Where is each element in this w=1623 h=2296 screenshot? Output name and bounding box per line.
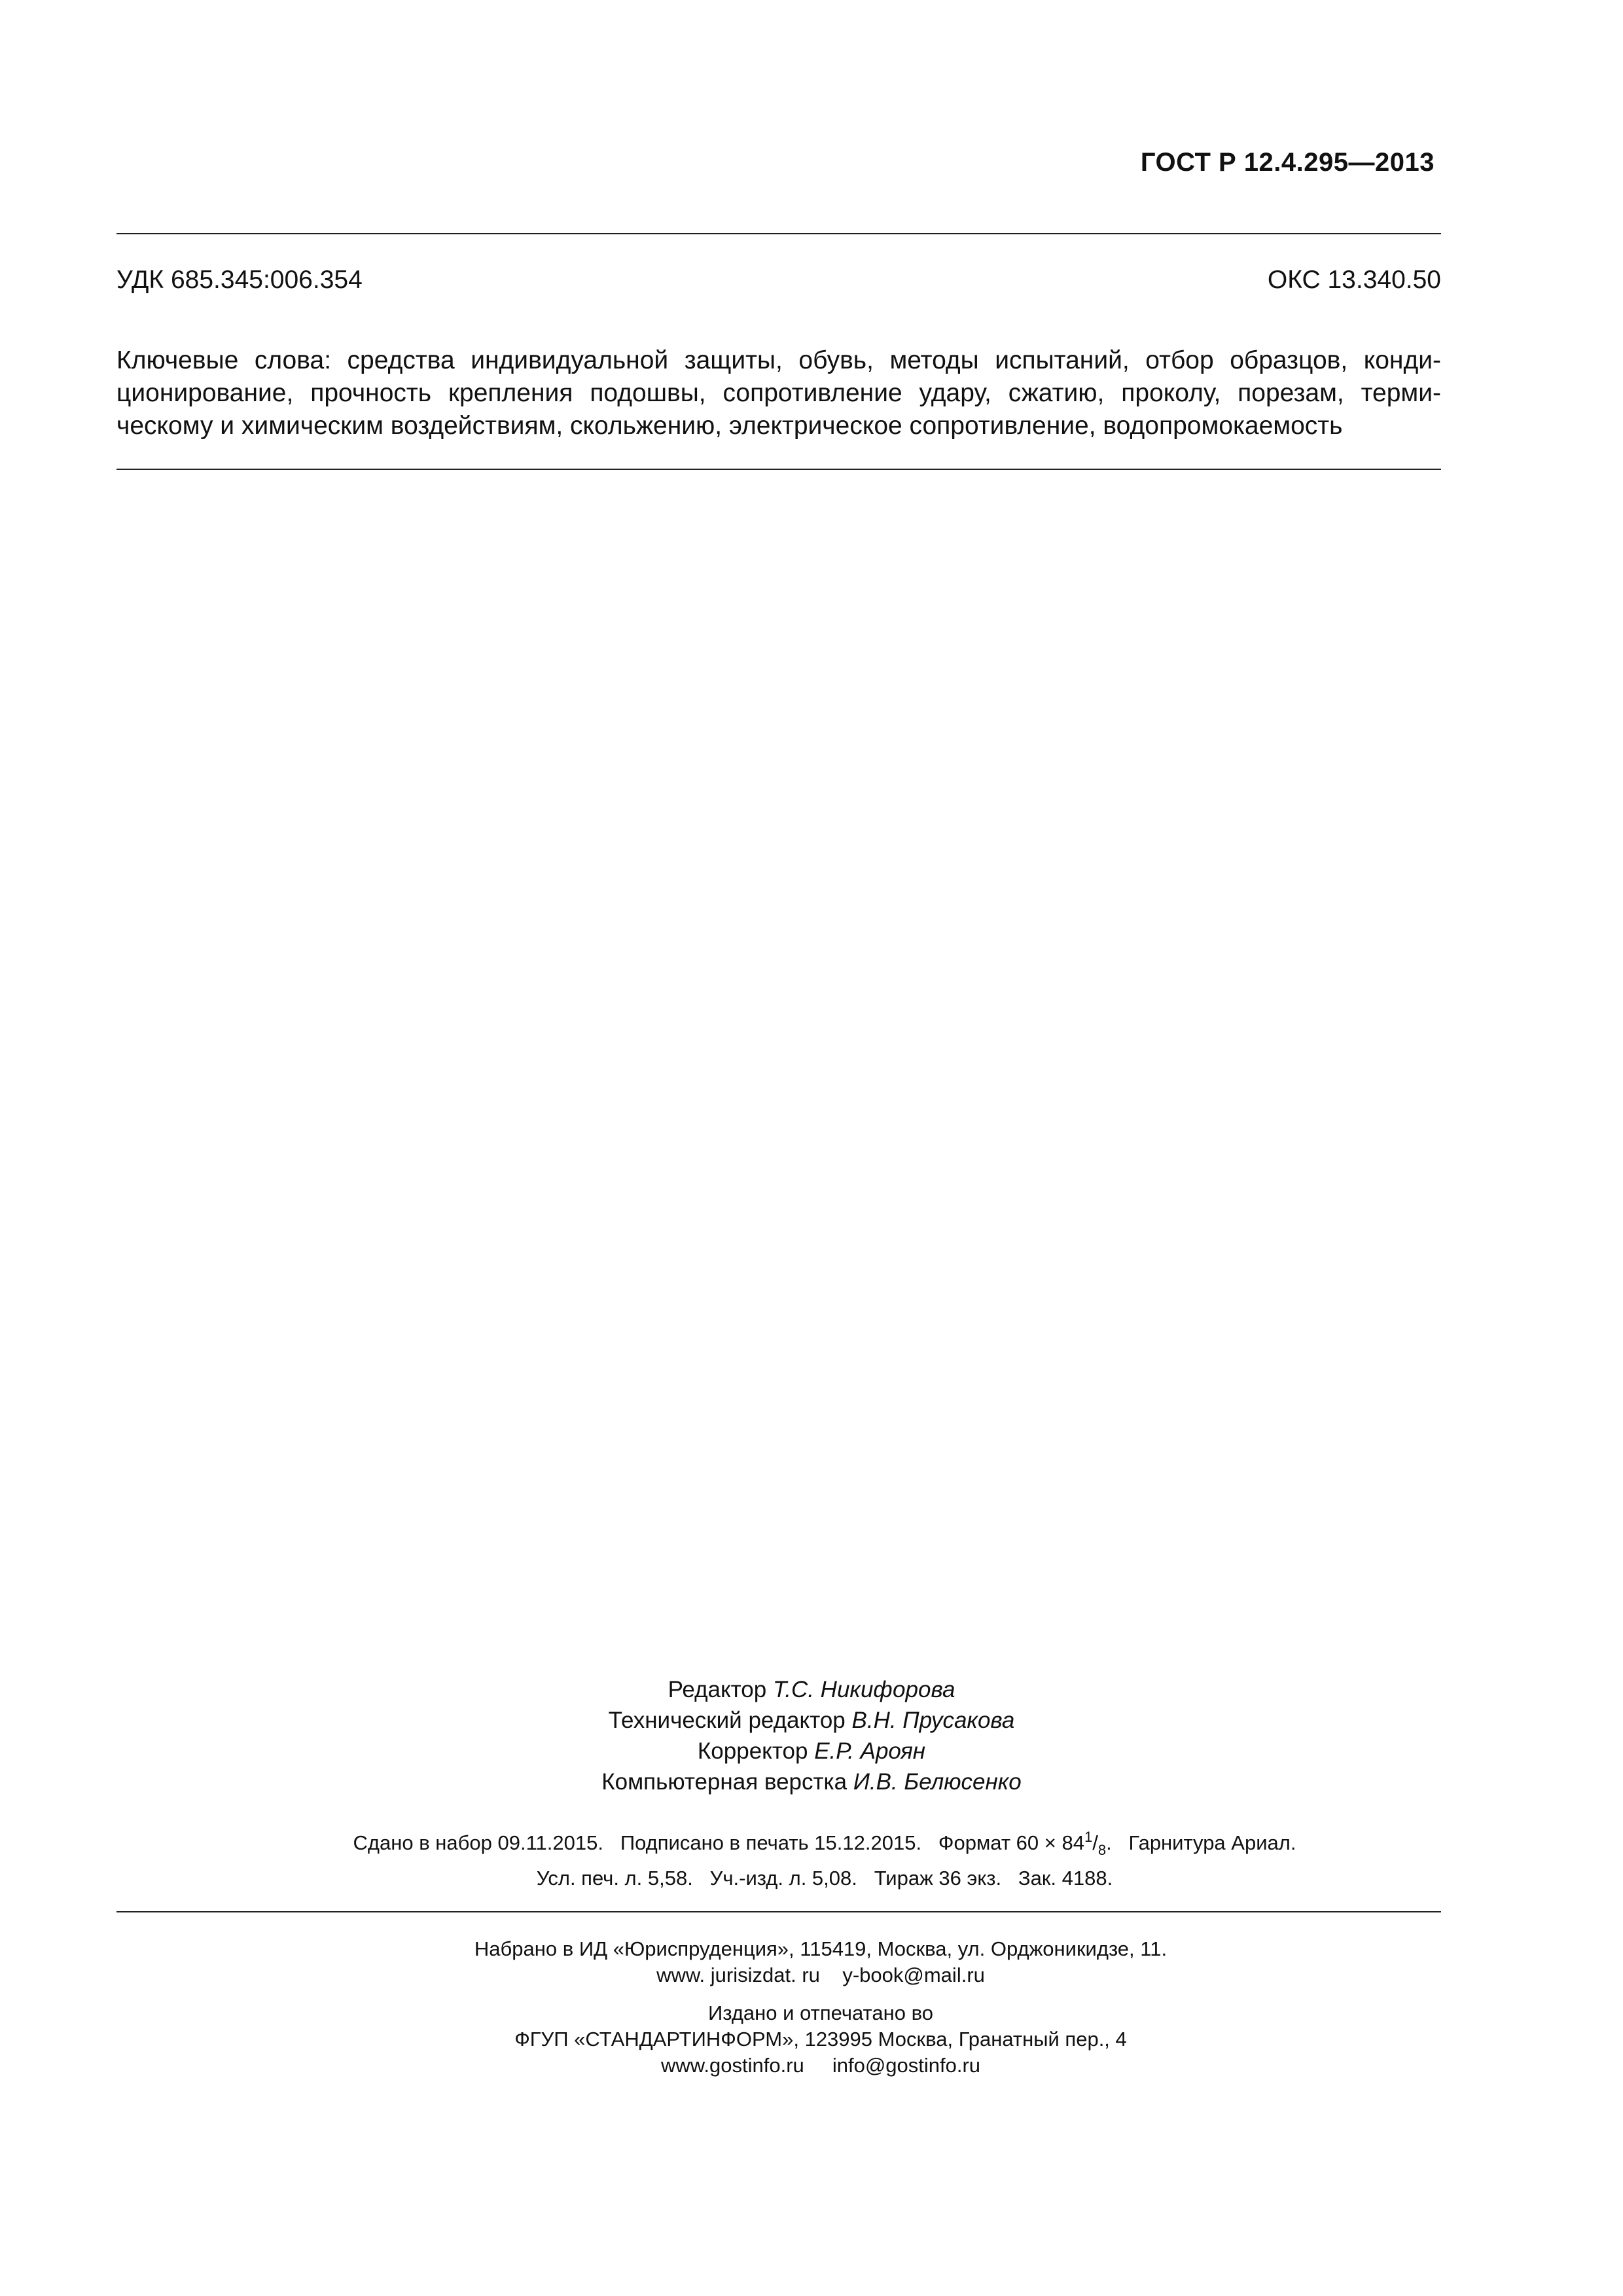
credit-role: Корректор xyxy=(697,1738,808,1764)
imprint-publisher-contacts: www.gostinfo.ru info@gostinfo.ru xyxy=(660,2054,981,2077)
print-info-line-2: Усл. печ. л. 5,58. Уч.-изд. л. 5,08. Тираж 36 экз. Зак. 4188. xyxy=(536,1867,1113,1890)
credit-role: Редактор xyxy=(668,1677,767,1702)
divider-imprint xyxy=(116,1911,1441,1912)
keywords-line-2: ционирование, прочность крепления подошвы, сопротивление удару, сжатию, проколу, порезам, терми- xyxy=(116,379,1441,407)
oks-code: ОКС 13.340.50 xyxy=(1267,266,1441,294)
print-submitted: Сдано в набор 09.11.2015. xyxy=(353,1831,603,1854)
keywords-paragraph xyxy=(116,344,1441,442)
print-signed: Подписано в печать 15.12.2015. xyxy=(620,1831,922,1854)
credit-layout xyxy=(0,1767,1623,1797)
credit-role: Технический редактор xyxy=(608,1708,846,1733)
imprint-published-intro: Издано и отпечатано во xyxy=(708,2001,933,2024)
imprint-typeset: Набрано в ИД «Юриспруденция», 115419, Москва, ул. Орджоникидзе, 11. xyxy=(474,1937,1168,1960)
credit-editor xyxy=(0,1674,1623,1705)
print-typeface: Гарнитура Ариал. xyxy=(1128,1831,1296,1854)
credit-name: В.Н. Прусакова xyxy=(851,1708,1015,1733)
credit-name: Т.С. Никифорова xyxy=(772,1677,955,1702)
credit-name: Е.Р. Ароян xyxy=(814,1738,926,1764)
print-format-denominator: 8 xyxy=(1097,1842,1107,1858)
imprint-typeset-contacts: www. jurisizdat. ru y-book@mail.ru xyxy=(656,1964,985,1986)
credit-tech-editor xyxy=(0,1705,1623,1736)
print-format: Формат 60 × 84 xyxy=(938,1831,1084,1854)
imprint-publisher: ФГУП «СТАНДАРТИНФОРМ», 123995 Москва, Гранатный пер., 4 xyxy=(514,2028,1127,2051)
credit-name: И.В. Белюсенко xyxy=(853,1769,1022,1795)
divider-keywords xyxy=(116,469,1441,470)
credit-role: Компьютерная верстка xyxy=(601,1769,847,1795)
document-code: ГОСТ Р 12.4.295—2013 xyxy=(1140,148,1435,177)
credits-block xyxy=(0,1674,1623,1797)
keywords-line-3: ческому и химическим воздействиям, скольжению, электрическое сопротивление, водопромокаемость xyxy=(116,412,1343,440)
keywords-line-1: Ключевые слова: средства индивидуальной защиты, обувь, методы испытаний, отбор образцов, конди- xyxy=(116,346,1441,374)
credit-proofreader xyxy=(0,1736,1623,1767)
udk-code: УДК 685.345:006.354 xyxy=(116,266,363,294)
divider-top xyxy=(116,233,1441,234)
print-format-numerator: 1 xyxy=(1084,1829,1093,1845)
print-info-line-1: Сдано в набор 09.11.2015. Подписано в печать 15.12.2015. Формат $60 \times 84^1/_8$. Гарнитура Ариал. xyxy=(353,1829,1296,1858)
